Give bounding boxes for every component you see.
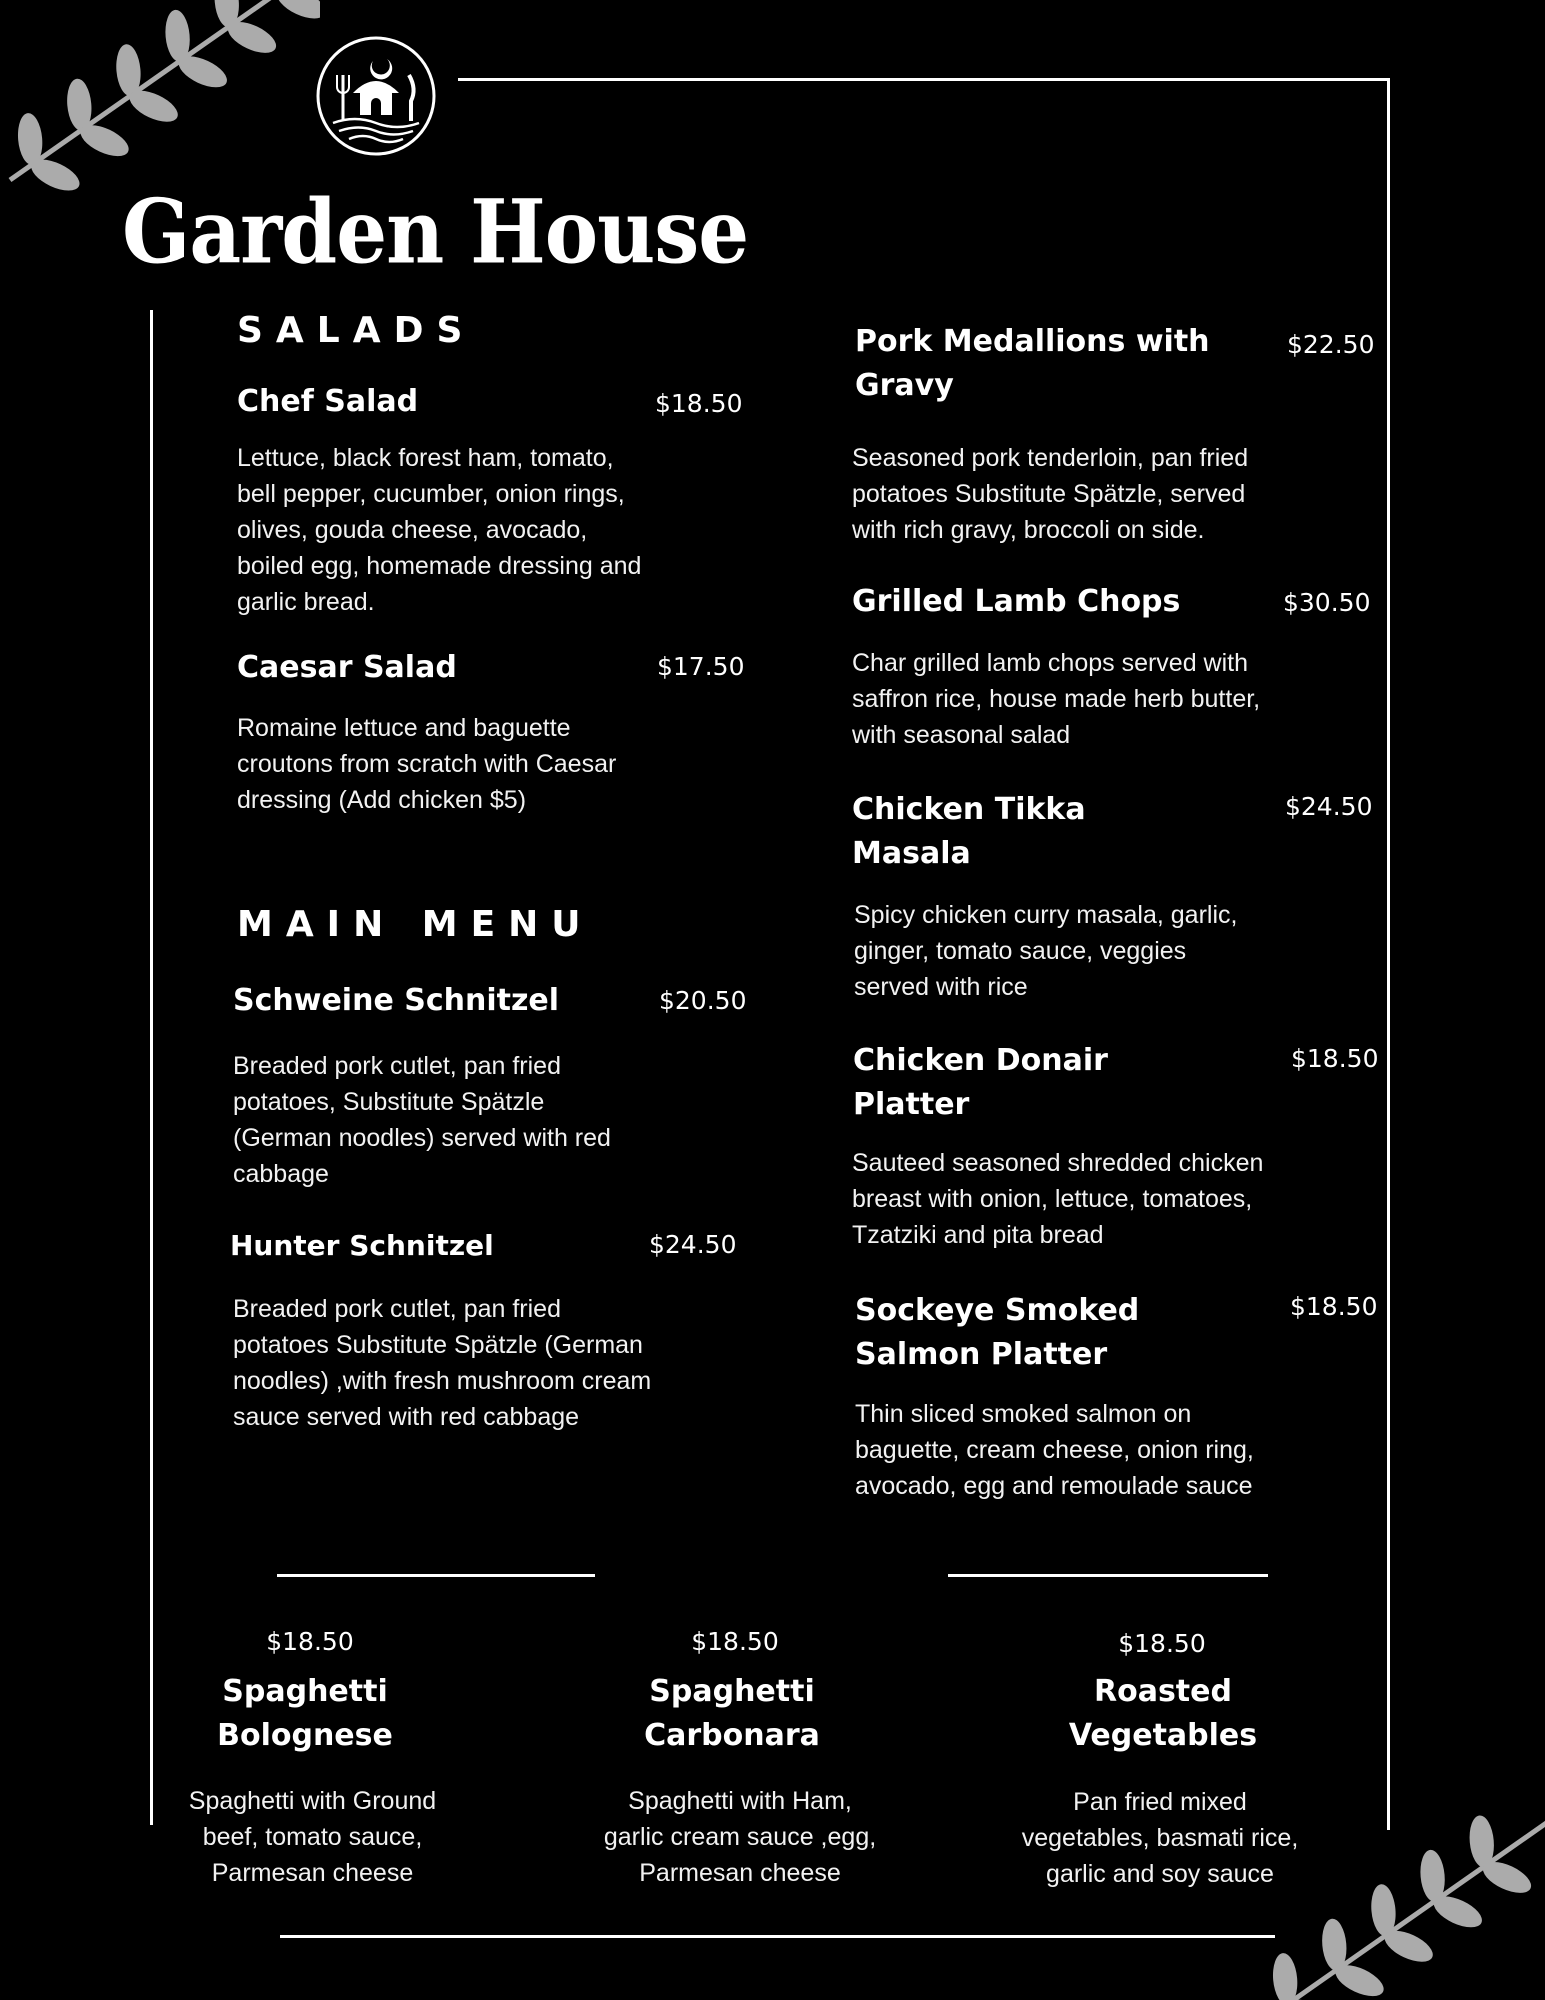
section-title-main-menu: MAIN MENU bbox=[237, 904, 594, 945]
item-name-carbonara: Spaghetti Carbonara bbox=[644, 1674, 820, 1753]
frame-top-line bbox=[458, 78, 1390, 81]
item-description-tikka-masala: Spicy chicken curry masala, garlic, ginger, tomato sauce, veggies served with rice bbox=[854, 901, 1238, 1001]
item-price-donair: $18.50 bbox=[1291, 1044, 1379, 1073]
item-price-tikka-masala: $24.50 bbox=[1285, 792, 1373, 821]
item-price-bolognese: $18.50 bbox=[266, 1627, 354, 1656]
item-name-schweine-schnitzel: Schweine Schnitzel bbox=[233, 983, 560, 1018]
item-description-bolognese: Spaghetti with Ground beef, tomato sauce, Parmesan cheese bbox=[188, 1787, 437, 1887]
item-description-lamb-chops: Char grilled lamb chops served with saffron rice, house made herb butter, with seasonal salad bbox=[852, 649, 1261, 749]
frame-left-line bbox=[150, 310, 153, 1825]
item-name-vegetables: Roasted Vegetables bbox=[1068, 1674, 1258, 1753]
item-description-pork-medallions: Seasoned pork tenderloin, pan fried potatoes Substitute Spätzle, served with rich gravy, broccoli on side. bbox=[852, 444, 1249, 544]
item-description-carbonara: Spaghetti with Ham, garlic cream sauce ,egg, Parmesan cheese bbox=[603, 1787, 877, 1887]
item-price-schweine-schnitzel: $20.50 bbox=[659, 986, 747, 1015]
item-name-salmon: Sockeye Smoked Salmon Platter bbox=[855, 1293, 1140, 1372]
item-name-lamb-chops: Grilled Lamb Chops bbox=[852, 584, 1181, 619]
item-name-donair: Chicken Donair Platter bbox=[853, 1043, 1108, 1122]
item-description: Lettuce, black forest ham, tomato, bell pepper, cucumber, onion rings, olives, gouda cheese, avocado, boiled egg, homemade dressing and garlic bread. bbox=[237, 444, 642, 616]
item-name-caesar-salad: Caesar Salad bbox=[237, 650, 457, 685]
brand-title: Garden House bbox=[122, 180, 749, 284]
item-price-hunter-schnitzel: $24.50 bbox=[649, 1230, 737, 1259]
divider-bottom-right bbox=[948, 1574, 1268, 1577]
item-name-pork-medallions: Pork Medallions with Gravy bbox=[855, 324, 1210, 403]
divider-bottom-left bbox=[277, 1574, 595, 1577]
item-description-vegetables: Pan fried mixed vegetables, basmati rice, garlic and soy sauce bbox=[1021, 1788, 1299, 1888]
item-price-pork-medallions: $22.50 bbox=[1287, 330, 1375, 359]
item-description-caesar-salad: Romaine lettuce and baguette croutons from scratch with Caesar dressing (Add chicken $5) bbox=[237, 714, 617, 814]
item-price-lamb-chops: $30.50 bbox=[1283, 588, 1371, 617]
frame-right-line bbox=[1387, 78, 1390, 1830]
item-price-caesar-salad: $17.50 bbox=[657, 652, 745, 681]
item-description-salmon: Thin sliced smoked salmon on baguette, cream cheese, onion ring, avocado, egg and remoulade sauce bbox=[855, 1400, 1254, 1500]
item-description-schweine-schnitzel: Breaded pork cutlet, pan fried potatoes, Substitute Spätzle (German noodles) served with red cabbage bbox=[233, 1052, 611, 1188]
item-price-carbonara: $18.50 bbox=[691, 1627, 779, 1656]
divider-footer bbox=[280, 1935, 1275, 1938]
item-name: Chef Salad bbox=[237, 384, 419, 419]
leaf-branch-top-left-icon bbox=[0, 0, 320, 200]
item-name-hunter-schnitzel: Hunter Schnitzel bbox=[230, 1229, 494, 1262]
item-name-bolognese: Spaghetti Bolognese bbox=[217, 1674, 393, 1753]
section-title-salads: SALADS bbox=[237, 310, 476, 351]
item-price-salmon: $18.50 bbox=[1290, 1292, 1378, 1321]
item-description-donair: Sauteed seasoned shredded chicken breast with onion, lettuce, tomatoes, Tzatziki and pita bread bbox=[852, 1149, 1264, 1249]
item-price-vegetables: $18.50 bbox=[1118, 1629, 1206, 1658]
item-description-hunter-schnitzel: Breaded pork cutlet, pan fried potatoes Substitute Spätzle (German noodles) ,with fresh mushroom cream sauce served with red cabbage bbox=[233, 1295, 652, 1431]
item-price: $18.50 bbox=[655, 389, 743, 418]
item-name-tikka-masala: Chicken Tikka Masala bbox=[852, 792, 1086, 871]
restaurant-logo-icon bbox=[315, 35, 437, 157]
